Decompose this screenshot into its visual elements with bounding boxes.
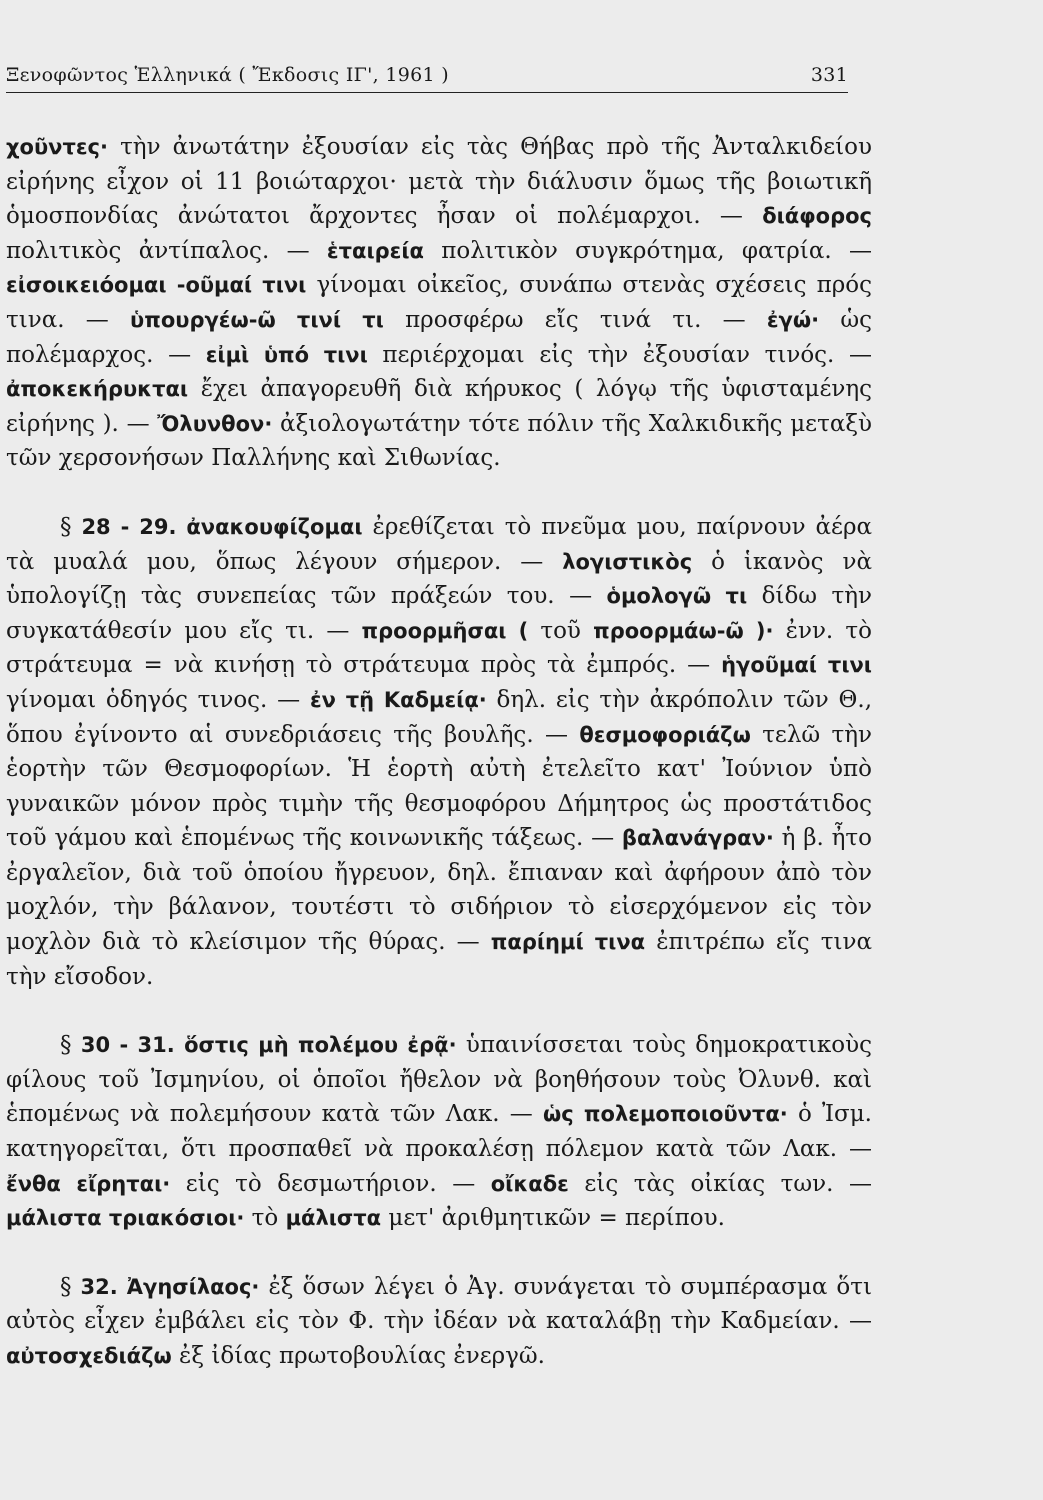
lemma-headword: χοῦντες·	[6, 135, 108, 159]
commentary-text	[6, 130, 872, 1374]
lemma-headword: ἐγώ·	[766, 307, 820, 332]
lemma-headword: διάφορος	[762, 204, 872, 229]
gloss-text: ἐξ ὅσων λέγει ὁ Ἀγ. συνάγεται τὸ συμπέρασμα ὅτι αὐτὸς εἶχεν ἐμβάλει εἰς τὸν Φ. τὴν ἰδέαν νὰ καταλάβῃ τὴν Καδμείαν. —	[6, 1273, 872, 1335]
lemma-headword: 32. Ἀγησίλαος·	[80, 1274, 260, 1299]
gloss-text: τὴν ἀνωτάτην ἐξουσίαν εἰς τὰς Θήβας πρὸ τῆς Ἀνταλκιδείου εἰρήνης εἶχον οἱ 11 βοιώταρχοι· μετὰ τὴν διάλυσιν ὅμως τῆς βοιωτικῆ ὁμοσπονδίας ἀνώτατοι ἄρχοντες ἦσαν οἱ πολέμαρχοι. —	[6, 134, 872, 230]
lemma-headword: ἔνθα εἴρηται·	[6, 1171, 171, 1196]
lemma-headword: 30 - 31. ὅστις μὴ πολέμου ἐρᾷ·	[80, 1033, 457, 1058]
gloss-text: προσφέρω εἴς τινά τι. —	[383, 306, 767, 333]
gloss-text: περιέρχομαι εἰς τὴν ἐξουσίαν τινός. —	[367, 341, 873, 368]
gloss-text: τὸ	[244, 1205, 286, 1232]
lemma-headword: θεσμοφοριάζω	[579, 722, 751, 747]
lemma-headword: ἀποκεκήρυκται	[6, 377, 189, 402]
lemma-headword: αὐτοσχεδιάζω	[6, 1344, 172, 1368]
paragraph-section-32	[6, 1270, 872, 1374]
gloss-text: τελῶ τὴν ἑορτὴν τῶν Θεσμοφορίων. Ἡ ἑορτὴ αὐτὴ ἐτελεῖτο κατ' Ἰούνιον ὑπὸ γυναικῶν μόνον πρὸς τιμὴν τῆς θεσμοφόρου Δήμητρος ὡς προστάτιδος τοῦ γάμου καὶ ἑπομένως τῆς κοινωνικῆς τάξεως. —	[6, 721, 872, 852]
header-title: Ξενοφῶντος Ἑλληνικά ( Ἔκδοσις ΙΓ', 1961 )	[6, 64, 449, 86]
lemma-headword: εἰμὶ ὑπό τινι	[205, 342, 368, 367]
gloss-text: πολιτικὸς ἀντίπαλος. —	[6, 237, 327, 264]
gloss-text: τοῦ	[540, 617, 594, 644]
lemma-headword: ὑπουργέω-ῶ τινί τι	[130, 307, 384, 332]
gloss-text: εἰς τὰς οἰκίας των. —	[568, 1170, 872, 1197]
gloss-text: ὁ Ἰσμ. κατηγορεῖται, ὅτι προσπαθεῖ νὰ προκαλέσῃ πόλεμον κατὰ τῶν Λακ. —	[6, 1101, 872, 1163]
gloss-text: εἰς τὸ δεσμωτήριον. —	[170, 1170, 491, 1197]
lemma-headword: προορμῆσαι (	[361, 618, 541, 643]
lemma-headword: ὡς πολεμοποιοῦντα·	[543, 1102, 788, 1127]
gloss-text: ἐπιτρέπω εἴς τινα τὴν εἴσοδον.	[6, 929, 873, 990]
gloss-text: δίδω τὴν συγκατάθεσίν μου εἴς τι. —	[6, 583, 872, 644]
lemma-headword: Ὄλυνθον·	[157, 411, 273, 436]
gloss-text: γίνομαι ὁδηγός τινος. —	[6, 686, 310, 713]
gloss-text: ὁ ἱκανὸς νὰ ὑπολογίζῃ τὰς συνεπείας τῶν πράξεών του. —	[6, 548, 872, 610]
gloss-text: ὡς πολέμαρχος. —	[6, 306, 872, 368]
running-header	[6, 64, 848, 93]
gloss-text: μετ' ἀριθμητικῶν = περίπου.	[381, 1205, 725, 1232]
gloss-text: §	[60, 1032, 81, 1059]
lemma-headword: ἡγοῦμαί τινι	[721, 653, 872, 678]
lemma-headword: προορμάω-ῶ )·	[593, 618, 774, 643]
lemma-headword: εἰσοικειόομαι -οῦμαί τινι	[6, 273, 307, 298]
page-number: 331	[810, 64, 848, 86]
lemma-headword: ἐν τῇ Καδμείᾳ·	[309, 687, 487, 712]
paragraph-section-30-31	[6, 1028, 872, 1236]
paragraph-section-28-29	[6, 510, 872, 994]
gloss-text: ἐξ ἰδίας πρωτοβουλίας ἐνεργῶ.	[171, 1343, 545, 1369]
gloss-text: πολιτικὸν συγκρότημα, φατρία. —	[423, 237, 872, 264]
lemma-headword: μάλιστα τριακόσιοι·	[6, 1206, 245, 1231]
gloss-text: ἐνν. τὸ στράτευμα = νὰ κινήσῃ τὸ στράτευμα πρὸς τὰ ἐμπρός. —	[6, 617, 872, 679]
gloss-text: ὑπαινίσσεται τοὺς δημοκρατικοὺς φίλους τοῦ Ἰσμηνίου, οἱ ὁποῖοι ἤθελον νὰ βοηθήσουν τοὺς Ὀλυνθ. καὶ ἑπομένως νὰ πολεμήσουν κατὰ τῶν Λακ. —	[6, 1032, 872, 1128]
lemma-headword: λογιστικὸς	[562, 549, 693, 574]
gloss-text: §	[60, 1273, 81, 1300]
gloss-text: ἡ β. ἦτο ἐργαλεῖον, διὰ τοῦ ὁποίου ἤγρευον, δηλ. ἔπιαναν καὶ ἀφήρουν ἀπὸ τὸν μοχλόν, τὴν βάλανον, τουτέστι τὸ σιδήριον τὸ εἰσερχόμενον εἰς τὸν μοχλὸν διὰ τὸ κλείσιμον τῆς θύρας. —	[6, 825, 872, 956]
gloss-text: §	[60, 513, 82, 540]
paragraph-1	[6, 130, 872, 476]
lemma-headword: ἑταιρεία	[326, 238, 424, 263]
gloss-text: ἀξιολογωτάτην τότε πόλιν τῆς Χαλκιδικῆς μεταξὺ τῶν χερσονήσων Παλλήνης καὶ Σιθωνίας.	[6, 410, 872, 472]
gloss-text: γίνομαι οἰκεῖος, συνάπω στενὰς σχέσεις πρός τινα. —	[6, 272, 872, 333]
lemma-headword: παρίημί τινα	[490, 930, 646, 955]
lemma-headword: οἴκαδε	[490, 1171, 569, 1196]
lemma-headword: βαλανάγραν·	[621, 826, 774, 851]
gloss-text: ἐρεθίζεται τὸ πνεῦμα μου, παίρνουν ἀέρα τὰ μυαλά μου, ὅπως λέγουν σήμερον. —	[6, 513, 873, 575]
gloss-text: ἔχει ἀπαγορευθῆ διὰ κήρυκος ( λόγῳ τῆς ὑφισταμένης εἰρήνης ). —	[6, 376, 872, 437]
lemma-headword: ὁμολογῶ τι	[606, 584, 748, 609]
lemma-headword: μάλιστα	[285, 1206, 382, 1231]
lemma-headword: 28 - 29. ἀνακουφίζομαι	[81, 514, 363, 539]
gloss-text: δηλ. εἰς τὴν ἀκρόπολιν τῶν Θ., ὅπου ἐγίνοντο αἱ συνεδριάσεις τῆς βουλῆς. —	[6, 686, 873, 748]
